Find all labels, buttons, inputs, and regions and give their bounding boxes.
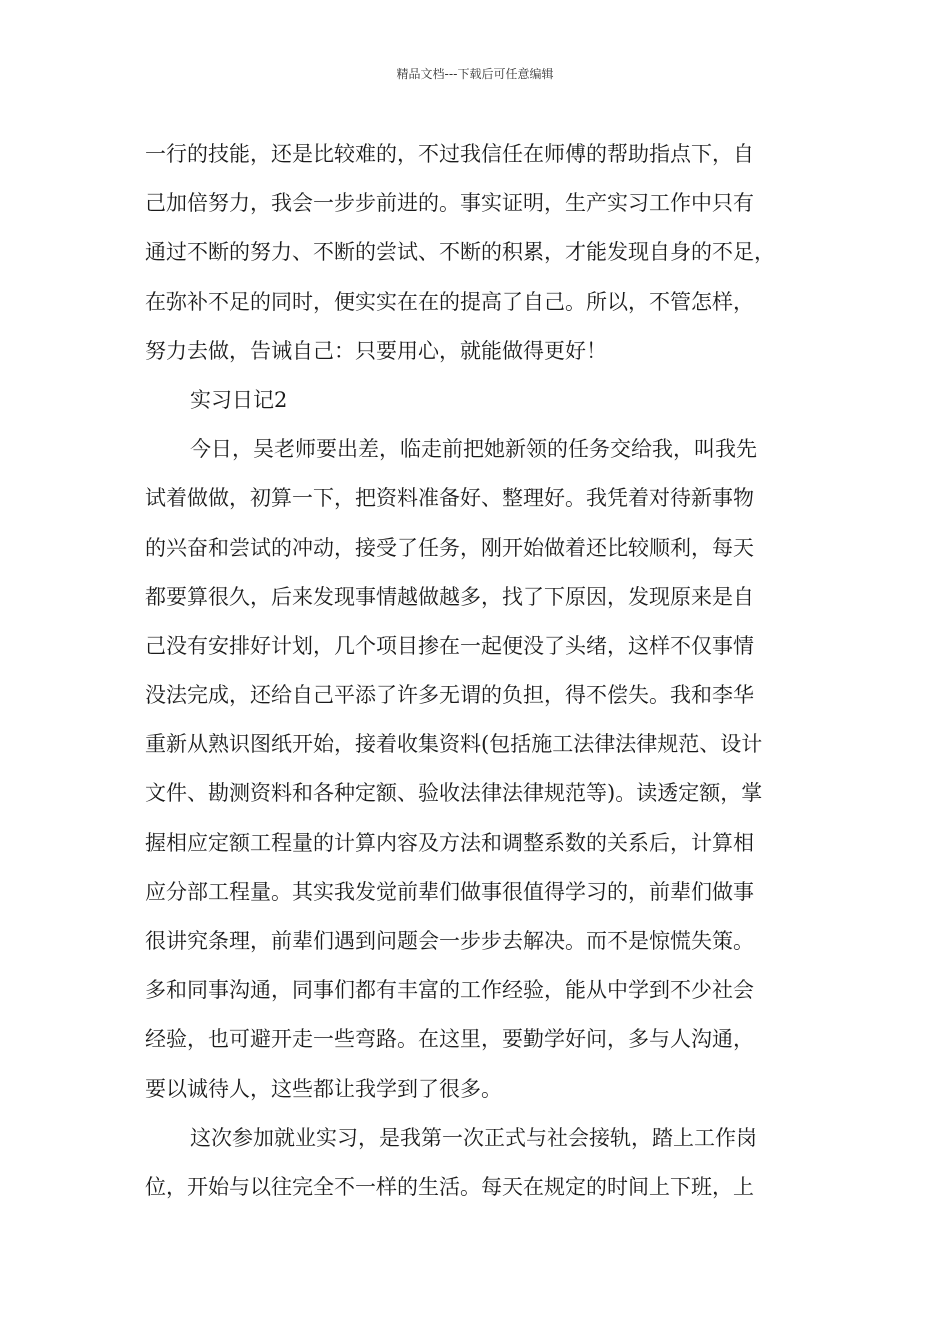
text-line: 都要算很久，后来发现事情越做越多，找了下原因，发现原来是自	[145, 584, 754, 609]
text-line: 的兴奋和尝试的冲动，接受了任务，刚开始做着还比较顺利，每天	[145, 535, 754, 560]
text-line: 努力去做，告诫自己：只要用心，就能做得更好！	[145, 338, 607, 363]
text-line: 握相应定额工程量的计算内容及方法和调整系数的关系后，计算相	[145, 830, 754, 855]
text-line: 通过不断的努力、不断的尝试、不断的积累，才能发现自身的不足，	[145, 240, 775, 265]
text-line: 没法完成，还给自己平添了许多无谓的负担，得不偿失。我和李华	[145, 683, 754, 708]
text-line: 在弥补不足的同时，便实实在在的提高了自己。所以，不管怎样，	[145, 289, 754, 314]
section-heading: 实习日记2	[190, 387, 288, 412]
page-header: 精品文档---下载后可任意编辑	[396, 67, 554, 81]
text-line: 文件、勘测资料和各种定额、验收法律法律规范等)。读透定额，掌	[145, 781, 763, 806]
text-line: 己没有安排好计划，几个项目掺在一起便没了头绪，这样不仅事情	[145, 633, 754, 658]
text-line: 很讲究条理，前辈们遇到问题会一步步去解决。而不是惊慌失策。	[145, 929, 754, 953]
text-line: 重新从熟识图纸开始，接着收集资料(包括施工法律法律规范、设计	[145, 732, 763, 757]
text-line: 这次参加就业实习，是我第一次正式与社会接轨，踏上工作岗	[190, 1125, 757, 1150]
text-line: 位，开始与以往完全不一样的生活。每天在规定的时间上下班，上	[145, 1174, 754, 1199]
text-line: 今日，吴老师要出差，临走前把她新领的任务交给我，叫我先	[190, 437, 757, 462]
text-line: 应分部工程量。其实我发觉前辈们做事很值得学习的，前辈们做事	[145, 879, 754, 904]
text-line: 一行的技能，还是比较难的，不过我信任在师傅的帮助指点下，自	[145, 142, 754, 166]
document-body	[145, 130, 835, 1212]
text-line: 要以诚待人，这些都让我学到了很多。	[145, 1076, 502, 1101]
text-line: 试着做做，初算一下，把资料准备好、整理好。我凭着对待新事物	[145, 486, 754, 511]
text-line: 经验，也可避开走一些弯路。在这里，要勤学好问，多与人沟通，	[145, 1027, 754, 1052]
text-line: 己加倍努力，我会一步步前进的。事实证明，生产实习工作中只有	[145, 191, 754, 216]
text-line: 多和同事沟通，同事们都有丰富的工作经验，能从中学到不少社会	[145, 978, 754, 1003]
